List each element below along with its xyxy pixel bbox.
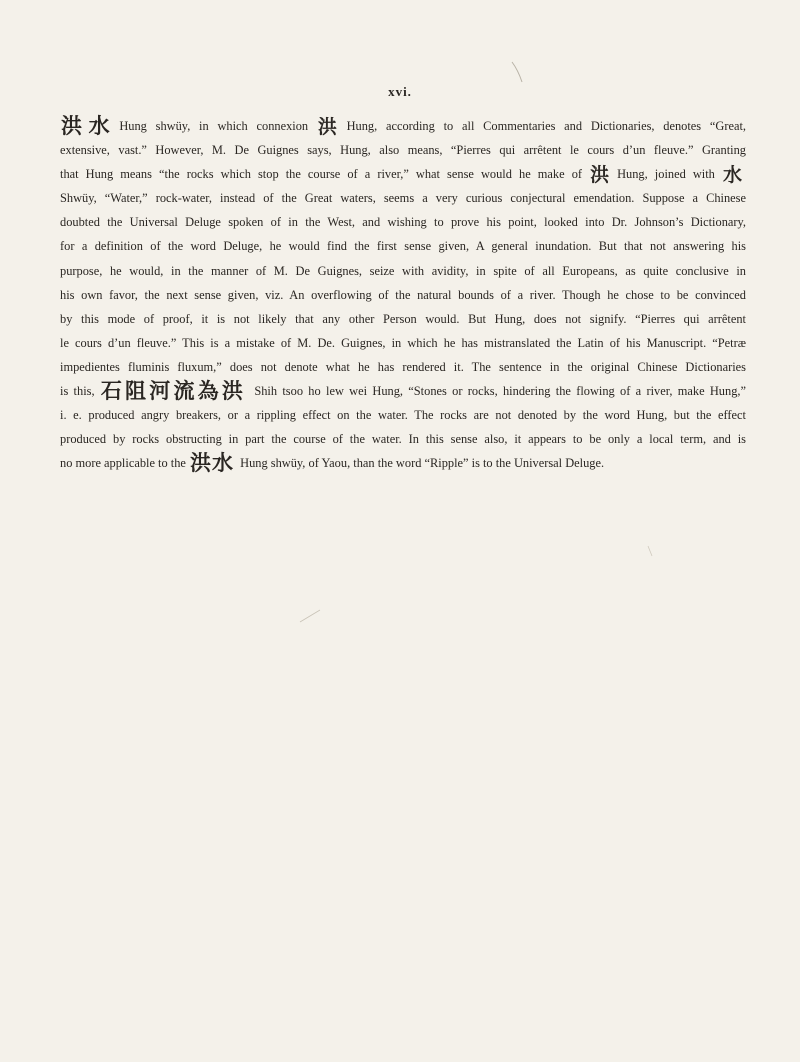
text-line: purpose, he would, in the manner of M. De Guignes, seize with avidity, in spite of all Europeans, as quite conclusive in xyxy=(60,263,746,278)
text-line: impedientes fluminis fluxum,” does not denote what he has rendered it. The sentence in the original Chinese Dictionaries xyxy=(60,359,746,374)
body-text xyxy=(60,114,746,475)
text-line: doubted the Universal Deluge spoken of in the West, and wishing to prove his point, looked into Dr. Johnson’s Dictionary, xyxy=(60,215,746,230)
text-line: his own favor, the next sense given, viz. An overflowing of the natural bounds of a river. Though he chose to be convinced xyxy=(60,287,746,302)
chinese-characters: 洪水 xyxy=(61,114,117,138)
chinese-character: 洪 xyxy=(590,164,615,187)
text-line: that Hung means “the rocks which stop the course of a river,” what sense would he make of 洪 Hung, joined with 水 xyxy=(60,164,743,187)
text-line: produced by rocks obstructing in part the course of the water. In this sense also, it appears to be only a local term, and is xyxy=(60,432,746,447)
text-line: extensive, vast.” However, M. De Guignes says, Hung, also means, “Pierres qui arrêtent le cours d’un fleuve.” Granting xyxy=(60,143,746,158)
chinese-sentence: 石阻河流為洪 xyxy=(100,379,247,404)
text-line: no more applicable to the 洪水 Hung shwüy, of Yaou, than the word “Ripple” is to the Universal Deluge. xyxy=(60,451,605,476)
text-line: for a definition of the word Deluge, he would find the first sense given, A general inundation. But that not answering his xyxy=(60,239,746,254)
text-line: i. e. produced angry breakers, or a rippling effect on the water. The rocks are not denoted by the word Hung, but the effect xyxy=(60,408,746,423)
text-line: by this mode of proof, it is not likely that any other Person would. But Hung, does not signify. “Pierres qui arrêtent xyxy=(60,311,746,326)
text-line: le cours d’un fleuve.” This is a mistake of M. De. Guignes, in which he has mistranslated the Latin of his Manuscript. “Petræ xyxy=(60,335,746,350)
chinese-character: 洪 xyxy=(317,116,344,138)
chinese-characters: 洪水 xyxy=(190,451,235,476)
text-line: is this, 石阻河流為洪 Shih tsoo ho lew wei Hung, “Stones or rocks, hindering the flowing of a river, make Hung,” xyxy=(60,379,746,404)
page-number: xvi. xyxy=(388,84,412,99)
text-line: Shwüy, “Water,” rock-water, instead of the Great waters, seems a very curious conjectural emendation. Suppose a Chinese xyxy=(60,191,746,206)
text-line: 洪水 Hung shwüy, in which connexion 洪 Hung, according to all Commentaries and Dictionaries, denotes “Great, xyxy=(61,114,746,138)
chinese-character: 水 xyxy=(722,164,743,187)
